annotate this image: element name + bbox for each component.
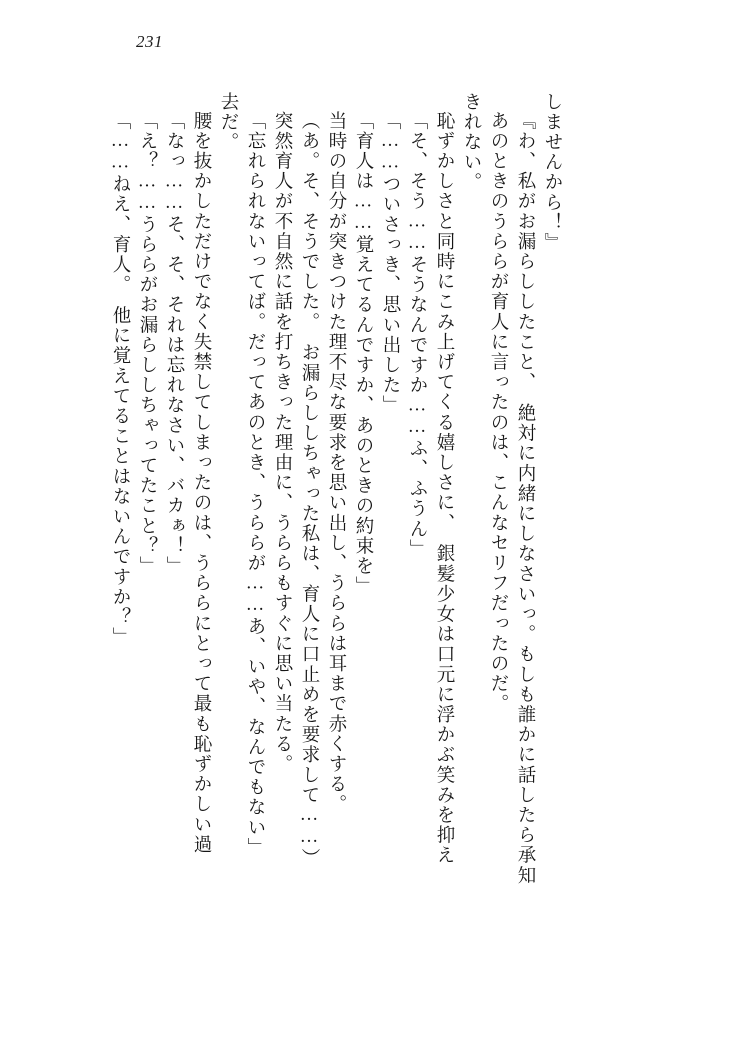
text-column: 当時の自分が突きつけた理不尽な要求を思い出し、うららは耳まで赤くする。 bbox=[326, 111, 346, 815]
text-column: 『わ、私がお漏らししたこと、 絶対に内緒にしなさいっ。もしも誰かに話したら承知 bbox=[515, 111, 535, 886]
text-column: 「なっ……そ、そ、それは忘れなさい、バカぁ！」 bbox=[164, 111, 184, 577]
text-column: 「そ、そう……そうなんですか……ふ、ふうん」 bbox=[407, 111, 427, 560]
text-column: 突然育人が不自然に話を打ちきった理由に、うららもすぐに思い当たる。 bbox=[272, 111, 292, 775]
text-column: 「育人は……覚えてるんですか、あのときの約束を」 bbox=[353, 111, 373, 597]
text-column: 「忘れられないってば。だってあのとき、うららが……あ、いや、なんでもない」 bbox=[245, 111, 265, 858]
text-column: 恥ずかしさと同時にこみ上げてくる嬉しさに、 銀髪少女は口元に浮かぶ笑みを抑え bbox=[434, 111, 454, 866]
text-column: きれない。 bbox=[461, 92, 481, 193]
text-column: しませんから！』 bbox=[542, 92, 562, 253]
text-column: （あ。そ、そうでした。 お漏らししちゃった私は、育人に口止めを要求して……） bbox=[299, 111, 319, 869]
page-number: 231 bbox=[136, 32, 163, 51]
text-column: 「……ねえ、育人。 他に覚えてることはないんですか？」 bbox=[110, 111, 130, 648]
text-column: 「……ついさっき、思い出した」 bbox=[380, 111, 400, 416]
vertical-text-body bbox=[102, 92, 662, 972]
text-column: あのときのうららが育人に言ったのは、こんなセリフだったのだ。 bbox=[488, 111, 508, 714]
text-column: 去だ。 bbox=[218, 92, 238, 153]
text-column: 「え？……うららがお漏らししちゃってたこと？」 bbox=[137, 111, 157, 577]
text-column: 腰を抜かしただけでなく失禁してしまったのは、うららにとって最も恥ずかしい過 bbox=[191, 111, 211, 855]
